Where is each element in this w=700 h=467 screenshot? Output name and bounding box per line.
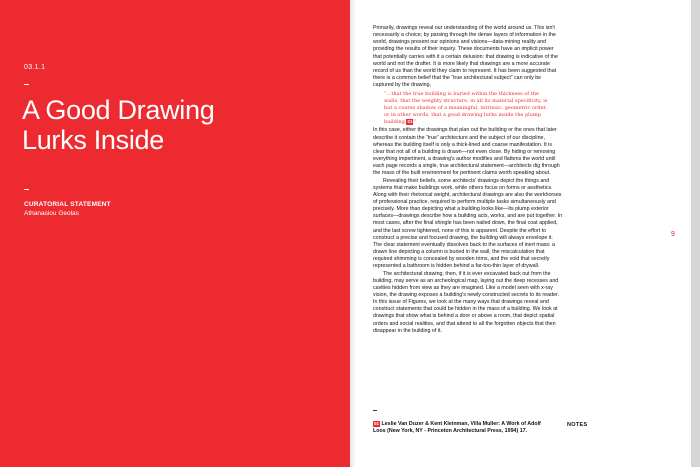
author-name: Athanasiou Geolas [24, 210, 79, 217]
footnote-text: Leslie Van Duzer & Kent Kleinman, Villa Muller: A Work of Adolf Loos (New York, NY - Princeton Architectural Press, 1994) 17. [373, 421, 541, 434]
notes-label: NOTES [567, 422, 588, 428]
page-title [22, 95, 322, 155]
page-number: 9 [671, 231, 675, 238]
title-dash [24, 84, 29, 85]
paragraph-4: The architectural drawing, then, if it is ever excavated back out from the building, may serve as an archeological map, laying out the deep recesses and cavities hidden from view as they are imagined. Like a model seen with x-ray vision, the drawing exposes a building's newly constructed secrets to its reader. In this issue of Figures, we look at the many ways that drawings reveal and construct statements that could be hidden in the mass of a building. We look at drawings that show what is behind a door or above a room, that depict spatial orders and social realities, and that attend to all the forgotten objects that then disappear in the building of it. [373, 270, 559, 334]
page-edge [691, 0, 700, 467]
section-number: 03.1.1 [24, 64, 46, 71]
footnote-marker: 01 [374, 421, 380, 426]
paragraph-1: Primarily, drawings reveal our understanding of the world around us. This isn't necessarily a choice; by parsing through the dense layers of information in the world, drawings present our opinions and visions—data-mining reality and providing the results of their inquiry. These documents have an implicit power that potentially carries with it a certain delusion: that drawing is indicative of the world and not the drafter. It is more likely that drawings are a more accurate record of us than the world they claim to represent. It has been suggested that there is a common belief that the “true architectural subject” can only be captured by the drawing, [373, 25, 558, 89]
title-line-1: A Good Drawing [22, 95, 215, 125]
quote-close: ” [413, 119, 417, 126]
paragraph-3: Revealing their beliefs, some architects' drawings depict the things and systems that make buildings work, while others focus on forms or aesthetics. Along with their rhetorical weight, architectural drawings are also the workhorses of professional practice, required to perform multiple tasks simultaneously and precisely. More than depicting what a building looks like—its plump exterior surfaces—drawings describe how a building acts, works, and are put together. In most cases, after the final shingle has been nailed down, the final coat applied, and the last screw tightened, none of this is apparent. Despite the effort to construct a precise and focused drawing, the building will always envelope it. The clear statement eventually dissolves back to the surfaces of inert mass: a drawn line depicting a column is buried in the wall, the miscalculation that required shimming is concealed by wooden trims, and the void that secretly represented a bathroom is hidden behind a far-too-thin layer of drywall. [373, 177, 563, 270]
paragraph-2: In this case, either the drawings that plan out the building or the ones that later describe it contain the “true” architecture and the subject of our discipline, whereas the building itself is only a thick-lined and coarse manifestation. It is clear that not all of a building is drawn—not even close. By hiding or removing everything impertinent, a drawing's author modifies and flattens the world until each page records a single, true architectural statement—architects dig through the mass of the built environment for pertinent claims worth speaking about. [373, 127, 560, 177]
body-text [373, 25, 563, 335]
block-quote [384, 91, 552, 126]
page-gutter [350, 0, 356, 467]
label-dash [24, 189, 29, 190]
footnote [373, 421, 553, 435]
footnote-dash [373, 410, 377, 411]
quote-text: “...that the true building is buried within the thickness of the walls, that the weighty structure, in all its material specificity, is but a coarse shadow of a meaningful, intrinsic, geometric order, or in other words, that a good drawing lurks inside the plump building. [384, 91, 548, 126]
title-line-2: Lurks Inside [22, 125, 164, 155]
curatorial-label: CURATORIAL STATEMENT [24, 201, 111, 208]
quote-footnote-marker[interactable]: 01 [407, 119, 413, 125]
